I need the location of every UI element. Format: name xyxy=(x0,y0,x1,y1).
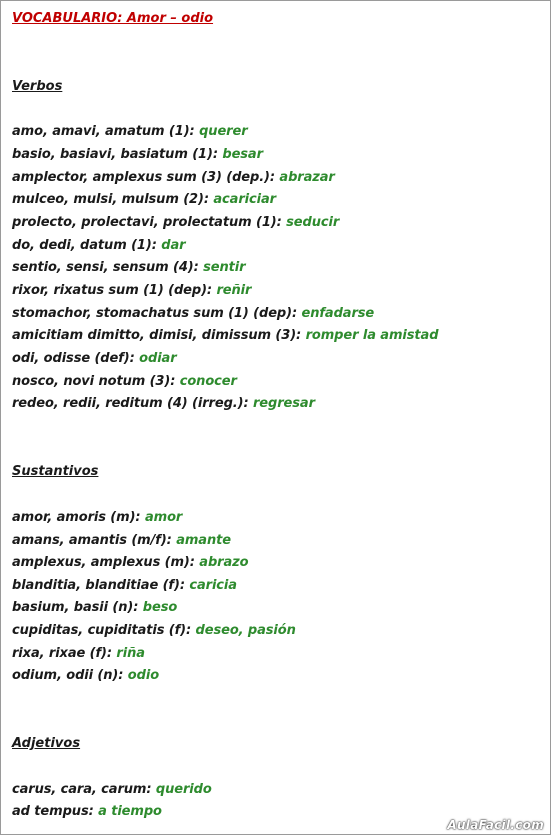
list-item: basio, basiavi, basiatum (1): besar xyxy=(12,147,263,162)
list-item: amplector, amplexus sum (3) (dep.): abrazar xyxy=(12,170,335,185)
list-item: stomachor, stomachatus sum (1) (dep): enfadarse xyxy=(12,306,375,321)
translation: besar xyxy=(222,147,263,162)
translation: beso xyxy=(142,600,178,615)
translation: sentir xyxy=(203,260,246,275)
translation: odiar xyxy=(139,351,177,366)
translation: regresar xyxy=(253,396,315,411)
translation: caricia xyxy=(189,578,237,593)
list-item: carus, cara, carum: querido xyxy=(12,782,212,797)
list-item: redeo, redii, reditum (4) (irreg.): regresar xyxy=(12,396,315,411)
list-item: odium, odii (n): odio xyxy=(12,668,160,683)
list-item: sentio, sensi, sensum (4): sentir xyxy=(12,260,246,275)
translation: enfadarse xyxy=(301,306,375,321)
list-item: odi, odisse (def): odiar xyxy=(12,351,177,366)
translation: reñir xyxy=(216,283,252,298)
translation: riña xyxy=(116,646,145,661)
list-item: basium, basii (n): beso xyxy=(12,600,178,615)
list-item: rixa, rixae (f): riña xyxy=(12,646,145,661)
list-item: do, dedi, datum (1): dar xyxy=(12,238,186,253)
page-title: VOCABULARIO: Amor – odio xyxy=(12,11,214,26)
translation: querido xyxy=(155,782,212,797)
list-item: prolecto, prolectavi, prolectatum (1): seducir xyxy=(12,215,340,230)
translation: seducir xyxy=(286,215,340,230)
translation: odio xyxy=(127,668,160,683)
list-item: amor, amoris (m): amor xyxy=(12,510,183,525)
list-item: amplexus, amplexus (m): abrazo xyxy=(12,555,249,570)
list-item: amans, amantis (m/f): amante xyxy=(12,533,231,548)
section-heading-sustantivos: Sustantivos xyxy=(12,464,99,479)
list-item: mulceo, mulsi, mulsum (2): acariciar xyxy=(12,192,276,207)
translation: conocer xyxy=(179,374,237,389)
list-item: ad tempus: a tiempo xyxy=(12,804,162,819)
section-heading-verbos: Verbos xyxy=(12,79,63,94)
translation: romper la amistad xyxy=(305,328,439,343)
translation: abrazo xyxy=(199,555,249,570)
list-item: rixor, rixatus sum (1) (dep): reñir xyxy=(12,283,252,298)
watermark-logo: AulaFacil.com xyxy=(447,818,544,832)
list-item: blanditia, blanditiae (f): caricia xyxy=(12,578,237,593)
section-heading-adjetivos: Adjetivos xyxy=(12,736,81,751)
list-item: amo, amavi, amatum (1): querer xyxy=(12,124,248,139)
list-item: amicitiam dimitto, dimisi, dimissum (3): romper la amistad xyxy=(12,328,439,343)
translation: deseo, pasión xyxy=(195,623,296,638)
translation: dar xyxy=(161,238,186,253)
list-item: cupiditas, cupiditatis (f): deseo, pasión xyxy=(12,623,296,638)
translation: acariciar xyxy=(213,192,276,207)
translation: amor xyxy=(144,510,183,525)
translation: querer xyxy=(199,124,248,139)
translation: abrazar xyxy=(279,170,335,185)
translation: a tiempo xyxy=(98,804,162,819)
translation: amante xyxy=(176,533,231,548)
list-item: nosco, novi notum (3): conocer xyxy=(12,374,237,389)
